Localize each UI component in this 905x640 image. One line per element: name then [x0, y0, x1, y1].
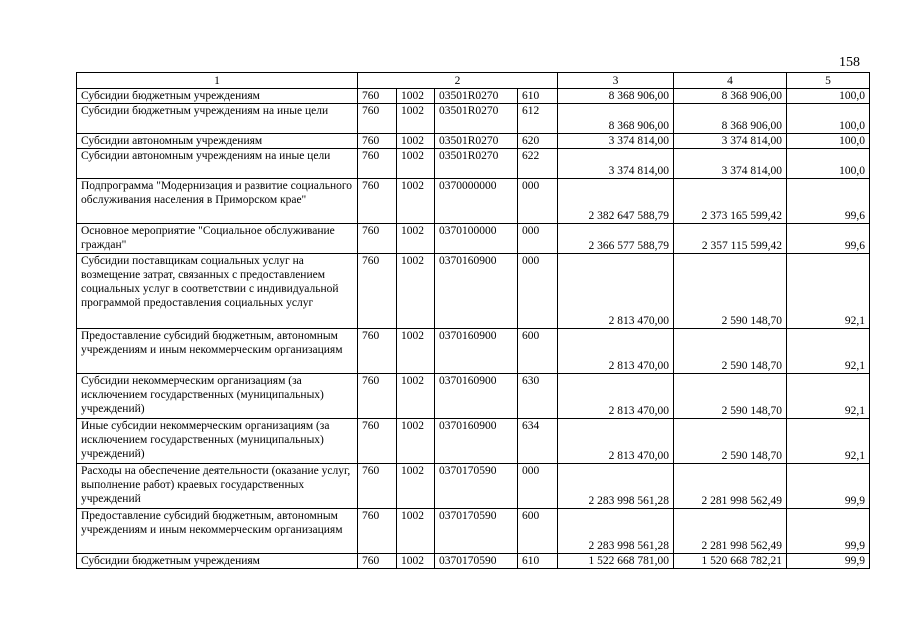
row-vr-code: 600 — [518, 329, 558, 374]
row-plan-value: 3 374 814,00 — [558, 149, 674, 179]
table-row — [77, 509, 870, 554]
row-name: Подпрограмма "Модернизация и развитие социального обслуживания населения в Приморском крае" — [77, 179, 358, 224]
row-csr-code: 0370160900 — [435, 419, 518, 464]
row-rz-code: 1002 — [397, 134, 435, 149]
row-name: Субсидии некоммерческим организациям (за исключением государственных (муниципальных) учреждений) — [77, 374, 358, 419]
row-percent-value: 92,1 — [787, 254, 870, 329]
row-plan-value: 2 283 998 561,28 — [558, 509, 674, 554]
row-vr-code: 000 — [518, 179, 558, 224]
header-col-4: 4 — [674, 73, 787, 89]
row-percent-value: 99,9 — [787, 464, 870, 509]
row-name: Субсидии бюджетным учреждениям — [77, 89, 358, 104]
row-percent-value: 100,0 — [787, 149, 870, 179]
row-rz-code: 1002 — [397, 179, 435, 224]
row-name: Основное мероприятие "Социальное обслуживание граждан" — [77, 224, 358, 254]
row-plan-value: 8 368 906,00 — [558, 89, 674, 104]
row-percent-value: 99,6 — [787, 224, 870, 254]
row-actual-value: 2 590 148,70 — [674, 419, 787, 464]
table-row — [77, 254, 870, 329]
row-gr-code: 760 — [358, 104, 397, 134]
row-csr-code: 0370170590 — [435, 464, 518, 509]
row-vr-code: 620 — [518, 134, 558, 149]
row-gr-code: 760 — [358, 134, 397, 149]
row-name: Субсидии бюджетным учреждениям на иные цели — [77, 104, 358, 134]
row-actual-value: 8 368 906,00 — [674, 89, 787, 104]
row-rz-code: 1002 — [397, 104, 435, 134]
table-header-row — [77, 73, 870, 89]
row-gr-code: 760 — [358, 224, 397, 254]
row-gr-code: 760 — [358, 509, 397, 554]
table-row — [77, 179, 870, 224]
row-gr-code: 760 — [358, 149, 397, 179]
row-actual-value: 2 373 165 599,42 — [674, 179, 787, 224]
header-col-2: 2 — [358, 73, 558, 89]
row-name: Предоставление субсидий бюджетным, автономным учреждениям и иным некоммерческим организациям — [77, 509, 358, 554]
row-actual-value: 2 281 998 562,49 — [674, 464, 787, 509]
table-row — [77, 134, 870, 149]
table-row — [77, 464, 870, 509]
row-percent-value: 100,0 — [787, 89, 870, 104]
row-vr-code: 622 — [518, 149, 558, 179]
row-csr-code: 03501R0270 — [435, 89, 518, 104]
row-actual-value: 8 368 906,00 — [674, 104, 787, 134]
row-csr-code: 0370160900 — [435, 254, 518, 329]
row-vr-code: 610 — [518, 554, 558, 569]
row-vr-code: 630 — [518, 374, 558, 419]
row-percent-value: 92,1 — [787, 329, 870, 374]
row-actual-value: 3 374 814,00 — [674, 134, 787, 149]
row-plan-value: 2 382 647 588,79 — [558, 179, 674, 224]
row-rz-code: 1002 — [397, 464, 435, 509]
page-number: 158 — [839, 55, 860, 70]
row-vr-code: 000 — [518, 464, 558, 509]
row-gr-code: 760 — [358, 329, 397, 374]
row-gr-code: 760 — [358, 254, 397, 329]
row-csr-code: 0370170590 — [435, 554, 518, 569]
row-rz-code: 1002 — [397, 89, 435, 104]
row-actual-value: 2 590 148,70 — [674, 254, 787, 329]
row-plan-value: 2 813 470,00 — [558, 374, 674, 419]
row-csr-code: 0370170590 — [435, 509, 518, 554]
row-vr-code: 634 — [518, 419, 558, 464]
row-csr-code: 0370160900 — [435, 374, 518, 419]
row-plan-value: 8 368 906,00 — [558, 104, 674, 134]
header-col-1: 1 — [77, 73, 358, 89]
row-plan-value: 2 813 470,00 — [558, 419, 674, 464]
row-plan-value: 1 522 668 781,00 — [558, 554, 674, 569]
row-percent-value: 92,1 — [787, 419, 870, 464]
row-rz-code: 1002 — [397, 149, 435, 179]
row-rz-code: 1002 — [397, 509, 435, 554]
row-rz-code: 1002 — [397, 554, 435, 569]
row-percent-value: 100,0 — [787, 134, 870, 149]
row-rz-code: 1002 — [397, 329, 435, 374]
row-gr-code: 760 — [358, 89, 397, 104]
row-gr-code: 760 — [358, 374, 397, 419]
row-gr-code: 760 — [358, 179, 397, 224]
row-name: Расходы на обеспечение деятельности (оказание услуг, выполнение работ) краевых государственных учреждений — [77, 464, 358, 509]
row-vr-code: 600 — [518, 509, 558, 554]
table-row — [77, 89, 870, 104]
row-name: Субсидии бюджетным учреждениям — [77, 554, 358, 569]
row-percent-value: 100,0 — [787, 104, 870, 134]
row-percent-value: 99,9 — [787, 509, 870, 554]
row-gr-code: 760 — [358, 464, 397, 509]
row-gr-code: 760 — [358, 554, 397, 569]
table-row — [77, 329, 870, 374]
row-name: Предоставление субсидий бюджетным, автономным учреждениям и иным некоммерческим организациям — [77, 329, 358, 374]
row-rz-code: 1002 — [397, 419, 435, 464]
row-actual-value: 1 520 668 782,21 — [674, 554, 787, 569]
row-actual-value: 2 590 148,70 — [674, 374, 787, 419]
row-actual-value: 2 357 115 599,42 — [674, 224, 787, 254]
row-plan-value: 3 374 814,00 — [558, 134, 674, 149]
table-row — [77, 104, 870, 134]
row-actual-value: 2 590 148,70 — [674, 329, 787, 374]
row-plan-value: 2 283 998 561,28 — [558, 464, 674, 509]
row-csr-code: 0370100000 — [435, 224, 518, 254]
row-rz-code: 1002 — [397, 224, 435, 254]
row-name: Иные субсидии некоммерческим организациям (за исключением государственных (муниципальных) учреждений) — [77, 419, 358, 464]
row-vr-code: 000 — [518, 254, 558, 329]
header-col-5: 5 — [787, 73, 870, 89]
row-rz-code: 1002 — [397, 254, 435, 329]
row-percent-value: 92,1 — [787, 374, 870, 419]
row-plan-value: 2 366 577 588,79 — [558, 224, 674, 254]
budget-table — [76, 72, 870, 569]
row-csr-code: 03501R0270 — [435, 149, 518, 179]
row-gr-code: 760 — [358, 419, 397, 464]
row-percent-value: 99,6 — [787, 179, 870, 224]
row-vr-code: 612 — [518, 104, 558, 134]
row-rz-code: 1002 — [397, 374, 435, 419]
table-body — [77, 89, 870, 569]
row-csr-code: 03501R0270 — [435, 134, 518, 149]
table-row — [77, 149, 870, 179]
table-row — [77, 224, 870, 254]
row-csr-code: 03501R0270 — [435, 104, 518, 134]
table-row — [77, 554, 870, 569]
row-plan-value: 2 813 470,00 — [558, 254, 674, 329]
row-name: Субсидии поставщикам социальных услуг на возмещение затрат, связанных с предоставлением социальных услуг в соответствии с индивидуальной программой предоставления социальных услуг — [77, 254, 358, 329]
row-actual-value: 2 281 998 562,49 — [674, 509, 787, 554]
row-percent-value: 99,9 — [787, 554, 870, 569]
row-csr-code: 0370160900 — [435, 329, 518, 374]
row-csr-code: 0370000000 — [435, 179, 518, 224]
table-row — [77, 419, 870, 464]
row-vr-code: 610 — [518, 89, 558, 104]
row-name: Субсидии автономным учреждениям на иные цели — [77, 149, 358, 179]
row-plan-value: 2 813 470,00 — [558, 329, 674, 374]
header-col-3: 3 — [558, 73, 674, 89]
row-actual-value: 3 374 814,00 — [674, 149, 787, 179]
row-vr-code: 000 — [518, 224, 558, 254]
row-name: Субсидии автономным учреждениям — [77, 134, 358, 149]
table-row — [77, 374, 870, 419]
